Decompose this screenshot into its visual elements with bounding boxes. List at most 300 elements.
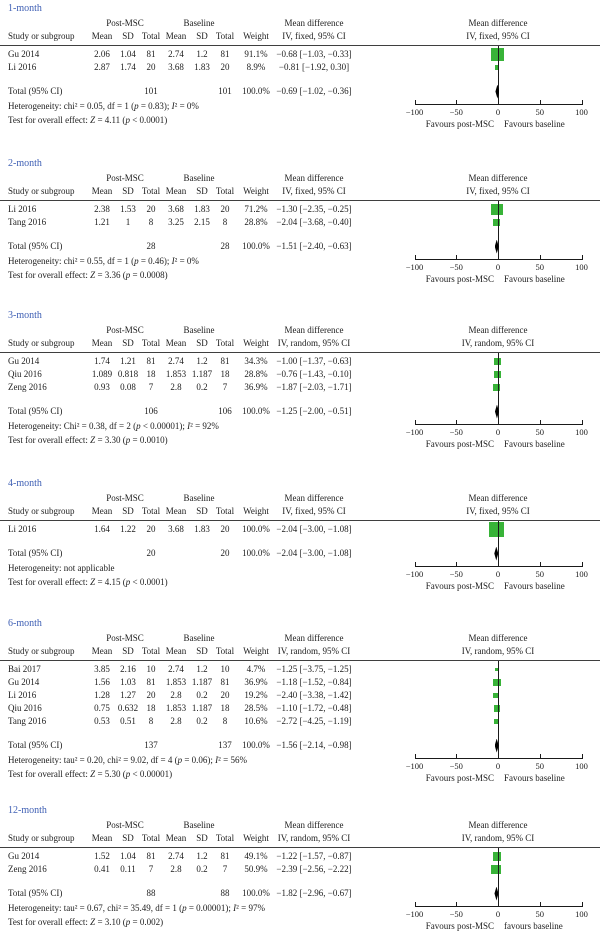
total-cell: 20 [146,204,156,214]
weight-cell: 100.0% [242,524,270,534]
column-header-sd: SD [122,646,134,656]
column-header-mean: Mean [91,338,113,348]
zero-line [498,201,499,259]
axis-tick-label: −100 [405,107,424,117]
column-header-study: Study or subgroup [8,31,75,41]
heterogeneity-text: Heterogeneity: chi² = 0.55, df = 1 (p = 0.46); I² = 0% [8,256,199,266]
column-header-sd: SD [122,506,134,516]
mean-cell: 2.74 [168,851,184,861]
total-cell: 106 [218,406,232,416]
column-header-sd: SD [122,338,134,348]
sd-cell: 0.632 [117,703,139,713]
total-cell: 20 [220,204,230,214]
axis-tick-label: −50 [449,107,463,117]
axis-tick [415,754,416,758]
sd-cell: 1.04 [120,49,136,59]
header-mean-difference: Mean difference [284,493,344,503]
column-header-total: Total [141,833,161,843]
favours-left-label: Favours post-MSC [425,773,494,783]
total-cell: 101 [144,86,158,96]
column-header-study: Study or subgroup [8,338,75,348]
sd-cell: 1.74 [120,62,136,72]
weight-cell: 36.9% [244,677,268,687]
mean-cell: 2.74 [168,49,184,59]
total-cell: 20 [220,62,230,72]
axis-tick [415,902,416,906]
mean-cell: 3.85 [94,664,110,674]
column-header-sd: SD [122,186,134,196]
sd-cell: 1.04 [120,851,136,861]
sd-cell: 1.27 [120,690,136,700]
mean-cell: 2.06 [94,49,110,59]
axis-tick [582,902,583,906]
weight-cell: 4.7% [246,664,266,674]
favours-left-label: Favours post-MSC [425,581,494,591]
subgroup-title: 1-month [8,3,42,14]
header-rule [0,200,600,201]
md-ci-cell: −1.22 [−1.57, −0.87] [276,851,352,861]
column-header-mean: Mean [165,833,187,843]
md-ci-cell: −2.04 [−3.00, −1.08] [276,548,352,558]
subgroup-section [0,618,600,785]
column-header-mean: Mean [91,186,113,196]
column-header-mean: Mean [91,646,113,656]
axis-tick-label: −100 [405,909,424,919]
column-header-total: Total [141,338,161,348]
heterogeneity-text: Heterogeneity: chi² = 0.05, df = 1 (p = 0.83); I² = 0% [8,101,199,111]
favours-left-label: Favours post-MSC [425,439,494,449]
weight-cell: 100.0% [242,406,270,416]
total-cell: 88 [146,888,156,898]
md-ci-cell: −1.10 [−1.72, −0.48] [276,703,352,713]
zero-line [498,521,499,566]
axis-tick [415,100,416,104]
md-ci-cell: −2.04 [−3.00, −1.08] [276,524,352,534]
study-name-cell: Gu 2014 [8,677,40,687]
total-cell: 7 [222,864,228,874]
sd-cell: 0.2 [196,690,208,700]
axis-tick-label: 0 [495,569,501,579]
sd-cell: 1.22 [120,524,136,534]
plot-header-mean-difference: Mean difference [468,633,528,643]
mean-cell: 1.74 [94,356,110,366]
axis-line [415,906,583,907]
plot-header-mean-difference: Mean difference [468,325,528,335]
axis-tick [498,420,499,424]
column-header-mean: Mean [165,646,187,656]
md-ci-cell: −2.40 [−3.38, −1.42] [276,690,352,700]
weight-cell: 8.9% [246,62,266,72]
axis-tick [498,100,499,104]
total-cell: 8 [222,716,228,726]
sd-cell: 1.21 [120,356,136,366]
axis-tick [498,562,499,566]
header-group-baseline: Baseline [183,493,215,503]
mean-cell: 0.53 [94,716,110,726]
column-header-total: Total [141,506,161,516]
favours-left-label: Favours post-MSC [425,274,494,284]
sd-cell: 1.83 [194,62,210,72]
weight-cell: 100.0% [242,86,270,96]
column-header-effect-model: IV, random, 95% CI [277,646,351,656]
sd-cell: 1.53 [120,204,136,214]
subgroup-title: 6-month [8,618,42,629]
column-header-mean: Mean [165,31,187,41]
md-ci-cell: −1.87 [−2.03, −1.71] [276,382,352,392]
plot-header-mean-difference: Mean difference [468,820,528,830]
column-header-mean: Mean [91,31,113,41]
sd-cell: 2.15 [194,217,210,227]
weight-cell: 19.2% [244,690,268,700]
total-cell: 81 [146,49,156,59]
mean-cell: 3.68 [168,204,184,214]
md-ci-cell: −2.72 [−4.25, −1.19] [276,716,352,726]
axis-tick-label: 100 [575,262,588,272]
overall-effect-text: Test for overall effect: Z = 3.30 (p = 0.0010) [8,435,168,445]
md-ci-cell: −1.25 [−2.00, −0.51] [276,406,352,416]
weight-cell: 34.3% [244,356,268,366]
weight-cell: 100.0% [242,740,270,750]
mean-cell: 2.8 [170,382,182,392]
weight-cell: 100.0% [242,241,270,251]
axis-tick-label: 100 [575,909,588,919]
plot-header-effect-model: IV, random, 95% CI [461,646,535,656]
mean-cell: 2.74 [168,356,184,366]
sd-cell: 2.16 [120,664,136,674]
axis-tick [456,562,457,566]
total-cell: 28 [146,241,156,251]
mean-cell: 2.8 [170,864,182,874]
axis-tick-label: −100 [405,569,424,579]
axis-tick [582,562,583,566]
mean-cell: 1.52 [94,851,110,861]
weight-cell: 100.0% [242,888,270,898]
column-header-sd: SD [122,833,134,843]
axis-tick-label: 100 [575,569,588,579]
axis-tick-label: 0 [495,427,501,437]
heterogeneity-text: Heterogeneity: tau² = 0.67, chi² = 35.49, df = 1 (p = 0.00001); I² = 97% [8,903,265,913]
study-name-cell: Li 2016 [8,62,37,72]
weight-cell: 49.1% [244,851,268,861]
axis-tick [415,562,416,566]
axis-tick-label: 50 [535,107,544,117]
header-group-postmsc: Post-MSC [106,173,144,183]
subgroup-section [0,158,600,286]
column-header-total: Total [141,186,161,196]
weight-cell: 100.0% [242,548,270,558]
axis-tick [456,100,457,104]
column-header-study: Study or subgroup [8,646,75,656]
total-cell: 7 [148,864,154,874]
mean-cell: 2.87 [94,62,110,72]
sd-cell: 0.818 [117,369,139,379]
column-header-mean: Mean [91,833,113,843]
column-header-effect-model: IV, fixed, 95% CI [282,186,346,196]
axis-tick [456,754,457,758]
total-cell: 18 [146,369,156,379]
column-header-effect-model: IV, random, 95% CI [277,833,351,843]
favours-right-label: Favours baseline [504,773,565,783]
total-cell: 81 [220,49,230,59]
plot-header-effect-model: IV, random, 95% CI [461,833,535,843]
column-header-study: Study or subgroup [8,506,75,516]
column-header-total: Total [215,338,235,348]
total-cell: 81 [220,356,230,366]
total-cell: 81 [146,356,156,366]
total-cell: 20 [146,62,156,72]
axis-tick [582,100,583,104]
md-ci-cell: −0.81 [−1.92, 0.30] [278,62,350,72]
column-header-total: Total [141,646,161,656]
md-ci-cell: −0.69 [−1.02, −0.36] [276,86,352,96]
weight-cell: 36.9% [244,382,268,392]
column-header-study: Study or subgroup [8,186,75,196]
md-ci-cell: −0.76 [−1.43, −0.10] [276,369,352,379]
weight-cell: 28.8% [244,217,268,227]
header-rule [0,520,600,521]
axis-tick-label: −50 [449,427,463,437]
column-header-effect-model: IV, fixed, 95% CI [282,506,346,516]
axis-tick-label: 50 [535,909,544,919]
total-cell: 20 [220,548,230,558]
weight-cell: 50.9% [244,864,268,874]
md-ci-cell: −1.82 [−2.96, −0.67] [276,888,352,898]
mean-cell: 0.93 [94,382,110,392]
column-header-effect-model: IV, fixed, 95% CI [282,31,346,41]
sd-cell: 1.187 [191,369,213,379]
plot-header-mean-difference: Mean difference [468,493,528,503]
header-group-baseline: Baseline [183,18,215,28]
sd-cell: 1.03 [120,677,136,687]
axis-tick [540,255,541,259]
weight-cell: 28.8% [244,369,268,379]
total-cell: 20 [146,524,156,534]
header-group-baseline: Baseline [183,325,215,335]
plot-header-mean-difference: Mean difference [468,18,528,28]
sd-cell: 1.2 [196,356,208,366]
column-header-weight: Weight [243,506,269,516]
mean-cell: 3.68 [168,524,184,534]
sd-cell: 0.2 [196,864,208,874]
sd-cell: 1.83 [194,524,210,534]
axis-line [415,758,583,759]
mean-cell: 1.853 [165,703,187,713]
axis-tick-label: 100 [575,107,588,117]
axis-tick [498,902,499,906]
md-ci-cell: −1.25 [−3.75, −1.25] [276,664,352,674]
header-mean-difference: Mean difference [284,325,344,335]
axis-tick-label: 50 [535,761,544,771]
weight-cell: 91.1% [244,49,268,59]
header-group-baseline: Baseline [183,820,215,830]
total-cell: 20 [146,548,156,558]
study-square [489,522,504,537]
axis-tick-label: 50 [535,569,544,579]
total-cell: 18 [220,369,230,379]
total-cell: 7 [148,382,154,392]
study-name-cell: Bai 2017 [8,664,41,674]
column-header-sd: SD [196,31,208,41]
column-header-total: Total [141,31,161,41]
column-header-weight: Weight [243,186,269,196]
study-name-cell: Qiu 2016 [8,369,42,379]
axis-tick [456,420,457,424]
mean-cell: 0.75 [94,703,110,713]
favours-right-label: Favours baseline [504,439,565,449]
subgroup-section [0,805,600,933]
axis-tick-label: −100 [405,761,424,771]
favours-right-label: Favours baseline [504,274,565,284]
subgroup-section [0,310,600,451]
axis-tick [415,420,416,424]
total-label-cell: Total (95% CI) [8,406,63,416]
axis-tick-label: 50 [535,427,544,437]
favours-right-label: Favours baseline [504,119,565,129]
total-cell: 8 [148,217,154,227]
total-cell: 20 [146,690,156,700]
total-cell: 20 [220,524,230,534]
axis-tick [540,562,541,566]
subgroup-title: 3-month [8,310,42,321]
column-header-sd: SD [196,338,208,348]
study-name-cell: Gu 2014 [8,356,40,366]
total-cell: 18 [220,703,230,713]
subgroup-title: 2-month [8,158,42,169]
heterogeneity-text: Heterogeneity: tau² = 0.20, chi² = 9.02, df = 4 (p = 0.06); I² = 56% [8,755,247,765]
total-cell: 81 [146,851,156,861]
plot-header-mean-difference: Mean difference [468,173,528,183]
plot-header-effect-model: IV, random, 95% CI [461,338,535,348]
axis-tick [498,754,499,758]
header-rule [0,660,600,661]
column-header-total: Total [215,31,235,41]
plot-header-effect-model: IV, fixed, 95% CI [466,506,530,516]
header-rule [0,847,600,848]
axis-tick-label: 0 [495,262,501,272]
column-header-sd: SD [196,833,208,843]
header-mean-difference: Mean difference [284,633,344,643]
axis-tick [582,420,583,424]
mean-cell: 0.41 [94,864,110,874]
overall-effect-text: Test for overall effect: Z = 4.11 (p < 0.0001) [8,115,168,125]
mean-cell: 3.68 [168,62,184,72]
weight-cell: 10.6% [244,716,268,726]
mean-cell: 1.64 [94,524,110,534]
axis-line [415,424,583,425]
study-square [493,384,500,391]
header-group-postmsc: Post-MSC [106,820,144,830]
md-ci-cell: −1.56 [−2.14, −0.98] [276,740,352,750]
sd-cell: 1.187 [191,703,213,713]
sd-cell: 1 [125,217,131,227]
axis-tick-label: 50 [535,262,544,272]
study-square [491,865,500,874]
axis-tick [582,754,583,758]
axis-tick-label: 0 [495,909,501,919]
total-cell: 18 [146,703,156,713]
weight-cell: 71.2% [244,204,268,214]
axis-tick-label: −50 [449,909,463,919]
sd-cell: 0.51 [120,716,136,726]
column-header-study: Study or subgroup [8,833,75,843]
mean-cell: 1.853 [165,677,187,687]
total-label-cell: Total (95% CI) [8,740,63,750]
total-cell: 81 [220,851,230,861]
total-cell: 10 [146,664,156,674]
axis-line [415,566,583,567]
header-rule [0,45,600,46]
column-header-total: Total [215,646,235,656]
mean-cell: 2.74 [168,664,184,674]
mean-cell: 1.853 [165,369,187,379]
plot-header-effect-model: IV, fixed, 95% CI [466,31,530,41]
study-name-cell: Li 2016 [8,204,37,214]
favours-left-label: Favours post-MSC [425,119,494,129]
column-header-total: Total [215,833,235,843]
axis-tick [540,902,541,906]
column-header-sd: SD [196,186,208,196]
study-name-cell: Qiu 2016 [8,703,42,713]
header-mean-difference: Mean difference [284,173,344,183]
axis-tick-label: −100 [405,262,424,272]
zero-line [498,661,499,758]
column-header-mean: Mean [165,338,187,348]
sd-cell: 0.11 [120,864,136,874]
overall-effect-text: Test for overall effect: Z = 4.15 (p < 0.0001) [8,577,168,587]
study-square [493,852,502,861]
mean-cell: 3.25 [168,217,184,227]
axis-tick [540,420,541,424]
study-name-cell: Gu 2014 [8,851,40,861]
mean-cell: 1.28 [94,690,110,700]
mean-cell: 2.38 [94,204,110,214]
sd-cell: 1.2 [196,664,208,674]
favours-right-label: Favours baseline [504,581,565,591]
study-name-cell: Li 2016 [8,524,37,534]
study-name-cell: Tang 2016 [8,716,47,726]
mean-cell: 2.8 [170,716,182,726]
subgroup-title: 4-month [8,478,42,489]
axis-tick-label: 100 [575,761,588,771]
total-label-cell: Total (95% CI) [8,888,63,898]
study-name-cell: Li 2016 [8,690,37,700]
mean-cell: 2.8 [170,690,182,700]
sd-cell: 0.08 [120,382,136,392]
column-header-mean: Mean [165,186,187,196]
header-mean-difference: Mean difference [284,18,344,28]
total-label-cell: Total (95% CI) [8,86,63,96]
column-header-effect-model: IV, random, 95% CI [277,338,351,348]
sd-cell: 0.2 [196,716,208,726]
total-cell: 137 [144,740,158,750]
sd-cell: 1.187 [191,677,213,687]
column-header-sd: SD [122,31,134,41]
total-cell: 81 [146,677,156,687]
favours-left-label: Favours post-MSC [425,921,494,931]
axis-tick-label: −100 [405,427,424,437]
overall-effect-text: Test for overall effect: Z = 3.10 (p = 0.002) [8,917,164,927]
header-group-postmsc: Post-MSC [106,493,144,503]
heterogeneity-text: Heterogeneity: Chi² = 0.38, df = 2 (p < 0.00001); I² = 92% [8,421,219,431]
weight-cell: 28.5% [244,703,268,713]
mean-cell: 1.21 [94,217,110,227]
sd-cell: 1.2 [196,49,208,59]
total-cell: 7 [222,382,228,392]
column-header-mean: Mean [91,506,113,516]
total-cell: 101 [218,86,232,96]
axis-tick [456,255,457,259]
study-name-cell: Gu 2014 [8,49,40,59]
